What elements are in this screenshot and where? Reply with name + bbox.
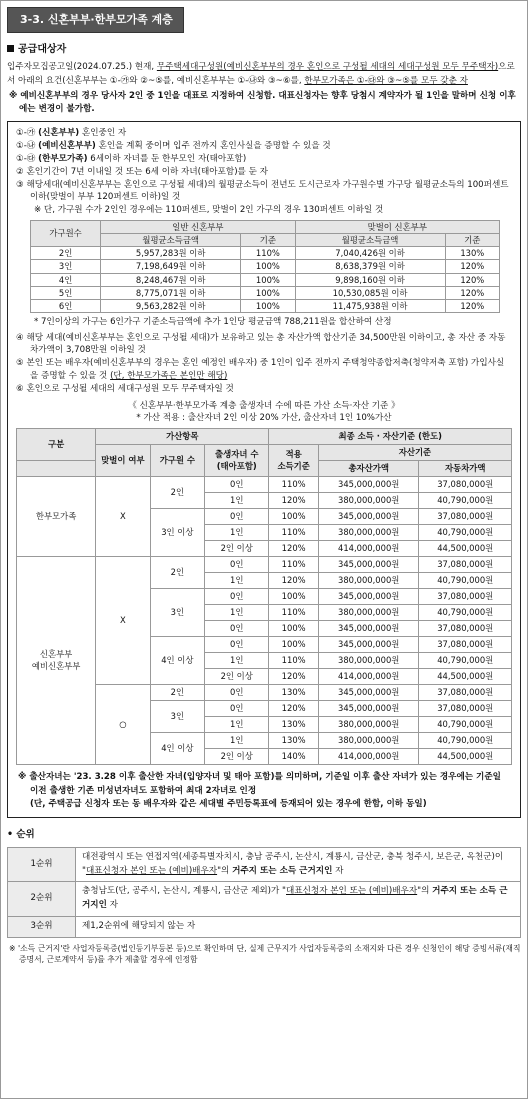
table-cell: 120% xyxy=(445,299,499,312)
table-cell: 100% xyxy=(269,588,319,604)
condition-2 xyxy=(16,166,512,179)
col-dual-income: 월평균소득금액 xyxy=(295,233,445,246)
condition-3-subnote: ※ 단, 가구원 수가 2인인 경우에는 110퍼센트, 맞벌이 2인 가구의 경우 130퍼센트 이하일 것 xyxy=(34,205,384,216)
income-base-note: ※ '소득 근거지'란 사업자등록증(법인등기부등본 등)으로 확인하며 단, 실제 근무지가 사업자등록증의 소재지와 다른 경우 신청인이 해당 증빙서류(재직증명서, 근로계약서 등)를 추가 제출할 경우에 인정함 xyxy=(9,943,521,965)
col-total-asset: 총자산가액 xyxy=(318,460,419,476)
table-cell: 345,000,000원 xyxy=(318,508,419,524)
text-span: (단, 주택공급 신청자 또는 동 배우자와 같은 세대별 주민등록표에 등재되어 있는 경우에 한함, 이하 동일) xyxy=(30,799,427,810)
table-cell: 44,500,000원 xyxy=(419,748,512,764)
table-cell: 2인 xyxy=(31,247,101,260)
table-cell: 130% xyxy=(269,732,319,748)
table-cell: 345,000,000원 xyxy=(318,636,419,652)
col-members: 가구원 수 xyxy=(150,444,204,476)
table-cell xyxy=(76,882,521,917)
table-cell: X xyxy=(96,556,150,684)
table-cell: 44,500,000원 xyxy=(419,668,512,684)
table-cell: 37,080,000원 xyxy=(419,476,512,492)
table-cell: 120% xyxy=(445,260,499,273)
col-members: 가구원수 xyxy=(31,220,101,246)
table-cell: 2인 이상 xyxy=(205,748,269,764)
table-cell: 한부모가족 xyxy=(17,476,96,556)
table-cell: 120% xyxy=(269,668,319,684)
table-cell: 2인 xyxy=(150,684,204,700)
table-cell: 37,080,000원 xyxy=(419,684,512,700)
table-cell: 37,080,000원 xyxy=(419,620,512,636)
table-cell: 380,000,000원 xyxy=(318,732,419,748)
table-cell: 110% xyxy=(269,556,319,572)
table-cell: 40,790,000원 xyxy=(419,604,512,620)
table-cell: 345,000,000원 xyxy=(318,556,419,572)
table-cell: 100% xyxy=(269,620,319,636)
square-bullet-icon xyxy=(7,45,14,52)
supply-target-heading xyxy=(7,43,521,58)
text-span: 대표신청자 본인 또는 (예비)배우자 xyxy=(85,865,218,876)
col-limit: 최종 소득 · 자산기준 (한도) xyxy=(269,428,512,444)
table-cell: 380,000,000원 xyxy=(318,572,419,588)
text-span: 무주택세대구성원(예비신혼부부의 경우 혼인으로 구성될 세대의 세대구성원 모두 무주택자) xyxy=(156,62,499,73)
table-cell: 120% xyxy=(269,540,319,556)
text-span: ※ 출산자녀는 '23. 3.28 이후 출산한 자녀(입양자녀 및 태아 포함)를 의미하며, 기준일 이후 출산 자녀가 있는 경우에는 기준일 이전 출생한 기존 미성년자녀도 포함하여 최대 2자녀로 인정 xyxy=(18,771,501,796)
table-cell: 100% xyxy=(241,260,295,273)
text-span: 입주자모집공고일(2024.07.25.) 현재, xyxy=(7,62,157,73)
condition-3 xyxy=(16,179,512,205)
text-span: 한부모가족은 ①-㉰와 ③~⑤를 모두 갖춘 자 xyxy=(304,75,468,86)
table-cell: 11,475,938원 이하 xyxy=(295,299,445,312)
income-footnote: * 7인이상의 가구는 6인가구 기준소득금액에 추가 1인당 평균금액 788,211원을 합산하여 산정 xyxy=(34,317,392,328)
text-span: (태아포함) xyxy=(216,461,257,472)
table-cell: 40,790,000원 xyxy=(419,572,512,588)
table-cell: 40,790,000원 xyxy=(419,652,512,668)
text-span: (예비신혼부부) xyxy=(38,140,96,151)
table-cell: 3인 xyxy=(150,700,204,732)
table-cell: 130% xyxy=(269,716,319,732)
col-dual-income: 맞벌이 여부 xyxy=(96,444,150,476)
table-cell: 100% xyxy=(269,508,319,524)
text-span: 해당 세대(예비신혼부부는 혼인으로 구성될 세대)가 보유하고 있는 총 자산가액 합산기준 34,500만원 이하이고, 총 자산 중 자동차가액이 3,708만원 이하일 것 xyxy=(23,332,506,356)
text-span: 예비신혼부부 xyxy=(31,661,81,672)
table-cell: 380,000,000원 xyxy=(318,492,419,508)
bonus-title: 《 신혼부부·한부모가족 계층 출생자녀 수에 따른 가산 소득·자산 기준 》 xyxy=(128,400,400,411)
text-span: 혼인기간이 7년 이내일 것 또는 6세 이하 자녀(태아포함)를 둔 자 xyxy=(23,166,268,177)
table-cell: 37,080,000원 xyxy=(419,700,512,716)
text-span: 6세이하 자녀를 둔 한부모인 자(태아포함) xyxy=(87,153,247,164)
table-cell: 130% xyxy=(269,684,319,700)
table-cell: 1인 xyxy=(205,572,269,588)
col-type: 구분 xyxy=(17,428,96,460)
table-cell: 2인 이상 xyxy=(205,668,269,684)
bonus-subtitle: * 가산 적용 : 출산자녀 2인 이상 20% 가산, 출산자녀 1인 10%가산 xyxy=(136,413,392,424)
table-cell: 5,957,283원 이하 xyxy=(101,247,241,260)
condition-4 xyxy=(16,332,512,358)
table-cell: 380,000,000원 xyxy=(318,716,419,732)
text-span: (한부모가족) xyxy=(38,153,88,164)
text-span: ④ xyxy=(16,332,24,343)
table-row xyxy=(8,882,521,917)
income-table xyxy=(30,220,500,313)
table-cell: 345,000,000원 xyxy=(318,620,419,636)
table-row xyxy=(17,556,512,572)
text-span: ①-㉮ xyxy=(16,127,36,138)
text-span: ⑤ xyxy=(16,358,24,369)
table-cell: 380,000,000원 xyxy=(318,524,419,540)
text-span: 대표신청자 본인 또는 (예비)배우자 xyxy=(286,886,418,897)
table-cell: 2인 xyxy=(150,556,204,588)
table-cell: 120% xyxy=(445,286,499,299)
rank-table xyxy=(7,847,521,938)
table-cell: 8,638,379원 이하 xyxy=(295,260,445,273)
table-cell: 0인 xyxy=(205,556,269,572)
table-cell: 345,000,000원 xyxy=(318,700,419,716)
table-cell: 345,000,000원 xyxy=(318,476,419,492)
col-add-items: 가산항목 xyxy=(96,428,269,444)
table-cell: 1인 xyxy=(205,716,269,732)
table-cell: 0인 xyxy=(205,508,269,524)
representative-note: ※ 예비신혼부부의 경우 당사자 2인 중 1인을 대표로 지정하여 신청함. 대표신청자는 향후 당첨시 계약자가 될 1인을 말하며 신청 이후에는 변경이 불가함. xyxy=(9,91,516,114)
table-cell: 8,248,467원 이하 xyxy=(101,273,241,286)
requirements-box xyxy=(7,121,521,818)
table-cell: 2인 xyxy=(150,476,204,508)
condition-6 xyxy=(16,383,512,396)
table-row xyxy=(8,847,521,882)
table-cell: 제1,2순위에 해당되지 않는 자 xyxy=(76,916,521,937)
text-span: (신혼부부) xyxy=(38,127,80,138)
text-span: 본인 또는 배우자(예비신혼부부의 경우는 혼인 예정인 배우자) 중 1인이 입주 전까지 주택청약종합저축(청약저축 포함) 가입사실을 증명할 수 있을 것 xyxy=(23,358,505,382)
table-cell: 0인 xyxy=(205,636,269,652)
table-cell: 3인 xyxy=(150,588,204,636)
table-cell: 4인 xyxy=(31,273,101,286)
table-cell: 1인 xyxy=(205,524,269,540)
table-cell: 120% xyxy=(269,492,319,508)
table-cell: 0인 xyxy=(205,684,269,700)
text-span: 공급대상자 xyxy=(18,43,67,55)
table-cell: 40,790,000원 xyxy=(419,716,512,732)
text-span: "의 xyxy=(417,886,433,897)
table-cell: 7,040,426원 이하 xyxy=(295,247,445,260)
col-car-value: 자동차가액 xyxy=(419,460,512,476)
col-dual-criteria: 기준 xyxy=(445,233,499,246)
table-cell: 3순위 xyxy=(8,916,76,937)
table-cell: 100% xyxy=(241,299,295,312)
newlywed-label xyxy=(17,556,96,764)
table-cell: 110% xyxy=(269,652,319,668)
text-span: ② xyxy=(16,166,24,177)
col-births xyxy=(205,444,269,476)
condition-5 xyxy=(16,357,512,383)
text-span: 거주지 또는 소득 근거지인 xyxy=(82,886,508,911)
col-spacer xyxy=(17,460,96,476)
table-cell: 40,790,000원 xyxy=(419,492,512,508)
table-row xyxy=(31,247,500,260)
text-span: 해당세대(예비신혼부부는 혼인으로 구성될 세대)의 월평균소득이 전년도 도시근로자 가구원수별 가구당 월평균소득의 100퍼센트 이하(맞벌이 부부 120퍼센트 이하)일 것 xyxy=(23,179,509,203)
table-cell: 7,198,649원 이하 xyxy=(101,260,241,273)
table-cell: 1인 xyxy=(205,492,269,508)
table-cell: 380,000,000원 xyxy=(318,604,419,620)
table-cell: 37,080,000원 xyxy=(419,636,512,652)
col-general: 일반 신혼부부 xyxy=(101,220,295,233)
table-cell: 9,563,282원 이하 xyxy=(101,299,241,312)
table-cell: 110% xyxy=(269,524,319,540)
table-cell: 100% xyxy=(269,636,319,652)
table-cell: X xyxy=(96,476,150,556)
table-cell: 130% xyxy=(445,247,499,260)
table-cell: 3인 이상 xyxy=(150,508,204,556)
table-cell: 2순위 xyxy=(8,882,76,917)
table-cell: 414,000,000원 xyxy=(318,668,419,684)
condition-1c xyxy=(16,153,512,166)
table-row xyxy=(17,476,512,492)
table-cell: 6인 xyxy=(31,299,101,312)
table-cell: 110% xyxy=(269,604,319,620)
table-row xyxy=(31,273,500,286)
table-row xyxy=(31,299,500,312)
table-cell: 0인 xyxy=(205,620,269,636)
table-cell: 0인 xyxy=(205,588,269,604)
text-span: 거주지 또는 소득 근거지인 xyxy=(232,865,333,876)
table-cell: 1순위 xyxy=(8,847,76,882)
condition-1b xyxy=(16,140,512,153)
col-general-criteria: 기준 xyxy=(241,233,295,246)
text-span: 혼인을 계획 중이며 입주 전까지 혼인사실을 증명할 수 있을 것 xyxy=(95,140,331,151)
col-dual: 맞벌이 신혼부부 xyxy=(295,220,499,233)
col-general-income: 월평균소득금액 xyxy=(101,233,241,246)
table-cell: 1인 xyxy=(205,604,269,620)
table-cell: 110% xyxy=(241,247,295,260)
table-cell: 2인 이상 xyxy=(205,540,269,556)
table-cell: 140% xyxy=(269,748,319,764)
table-cell: 40,790,000원 xyxy=(419,524,512,540)
table-cell: 37,080,000원 xyxy=(419,588,512,604)
table-cell: 1인 xyxy=(205,652,269,668)
table-cell: ○ xyxy=(96,684,150,764)
text-span: 으로서 아래의 요건(신혼부부는 ①-㉮와 ②~⑤를, 예비신혼부부는 ①-㉯와 ③~⑥를, xyxy=(7,62,515,86)
table-row xyxy=(31,286,500,299)
bonus-table xyxy=(16,428,512,765)
eligibility-paragraph xyxy=(7,61,521,88)
text-span: 혼인으로 구성될 세대의 세대구성원 모두 무주택자일 것 xyxy=(23,384,234,395)
text-span: 자 xyxy=(332,865,344,876)
table-cell: 0인 xyxy=(205,476,269,492)
table-cell: 37,080,000원 xyxy=(419,556,512,572)
table-cell: 1인 xyxy=(205,732,269,748)
table-cell: 4인 이상 xyxy=(150,636,204,684)
table-cell: 8,775,071원 이하 xyxy=(101,286,241,299)
text-span: (단, 한부모가족은 본인만 해당) xyxy=(110,371,228,382)
text-span: ⑥ xyxy=(16,384,24,395)
text-span: 혼인중인 자 xyxy=(79,127,127,138)
text-span: "의 xyxy=(217,865,233,876)
text-span: ①-㉯ xyxy=(16,140,36,151)
table-cell: 120% xyxy=(269,700,319,716)
table-cell: 414,000,000원 xyxy=(318,748,419,764)
table-cell: 0인 xyxy=(205,700,269,716)
rank-heading: • 순위 xyxy=(7,829,35,841)
table-cell: 5인 xyxy=(31,286,101,299)
table-cell: 110% xyxy=(269,476,319,492)
table-cell xyxy=(76,847,521,882)
section-title: 3-3. 신혼부부·한부모가족 계층 xyxy=(7,7,184,33)
text-span: 대전광역시 또는 연접지역(세종특별자치시, 충남 공주시, 논산시, 계룡시, 금산군, 충북 청주시, 보은군, 옥천군)이 " xyxy=(82,851,504,876)
text-span: 소득기준 xyxy=(277,461,310,472)
table-cell: 9,898,160원 이하 xyxy=(295,273,445,286)
col-income-criteria xyxy=(269,444,319,476)
text-span: 신혼부부 xyxy=(39,649,73,660)
table-cell: 44,500,000원 xyxy=(419,540,512,556)
table-cell: 120% xyxy=(269,572,319,588)
table-row xyxy=(31,260,500,273)
table-cell: 414,000,000원 xyxy=(318,540,419,556)
table-cell: 37,080,000원 xyxy=(419,508,512,524)
table-cell: 4인 이상 xyxy=(150,732,204,764)
condition-1a xyxy=(16,127,512,140)
table-cell: 345,000,000원 xyxy=(318,588,419,604)
table-cell: 120% xyxy=(445,273,499,286)
birth-note xyxy=(16,771,512,812)
text-span: 적용 xyxy=(285,449,302,460)
table-cell: 345,000,000원 xyxy=(318,684,419,700)
text-span: 충청남도(단, 공주시, 논산시, 계룡시, 금산군 제외)가 " xyxy=(82,886,287,897)
table-cell: 3인 xyxy=(31,260,101,273)
text-span: ③ xyxy=(16,179,24,190)
text-span: ①-㉰ xyxy=(16,153,36,164)
table-cell: 100% xyxy=(241,273,295,286)
col-asset: 자산기준 xyxy=(318,444,511,460)
table-cell: 380,000,000원 xyxy=(318,652,419,668)
text-span: 자 xyxy=(106,900,118,911)
table-cell: 40,790,000원 xyxy=(419,732,512,748)
text-span: 출생자녀 수 xyxy=(215,449,259,460)
table-row xyxy=(8,916,521,937)
table-cell: 10,530,085원 이하 xyxy=(295,286,445,299)
table-cell: 100% xyxy=(241,286,295,299)
